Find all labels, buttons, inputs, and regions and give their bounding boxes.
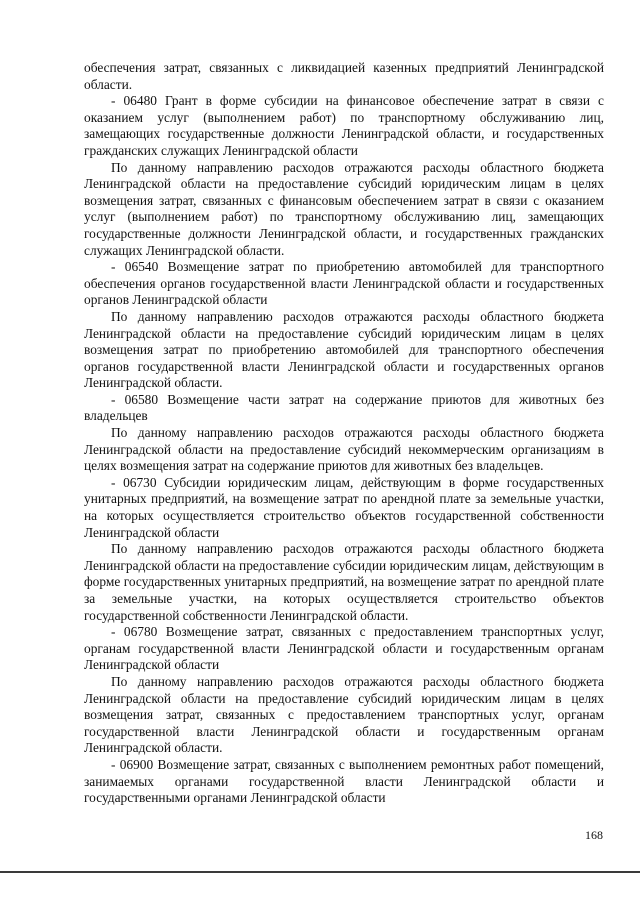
paragraph: - 06730 Субсидии юридическим лицам, действующим в форме государственных унитарных предприятий, на возмещение затрат по арендной плате за земельные участки, на которых осуществляется строительство объектов государственной собственности Ленинградской области	[84, 474, 604, 540]
document-body	[84, 60, 604, 807]
page-number: 168	[585, 828, 603, 842]
paragraph: - 06900 Возмещение затрат, связанных с выполнением ремонтных работ помещений, занимаемых органами государственной власти Ленинградской области и государственными органами Ленинградской области	[84, 756, 604, 806]
paragraph: - 06780 Возмещение затрат, связанных с предоставлением транспортных услуг, органам государственной власти Ленинградской области и государственным органам Ленинградской области	[84, 624, 604, 673]
paragraph: По данному направлению расходов отражаются расходы областного бюджета Ленинградской области на предоставление субсидии юридическим лицам, действующим в форме государственных унитарных предприятий, на возмещение затрат по арендной плате за земельные участки, на которых осуществляется строительство объектов государственной собственности Ленинградской области.	[84, 541, 604, 623]
paragraph: - 06580 Возмещение части затрат на содержание приютов для животных без владельцев	[84, 391, 604, 424]
paragraph: По данному направлению расходов отражаются расходы областного бюджета Ленинградской области на предоставление субсидий юридическим лицам в целях возмещения затрат по приобретению автомобилей для транспортного обеспечения органов государственной власти Ленинградской области и государственных органов Ленинградской области.	[84, 308, 604, 391]
paragraph: - 06540 Возмещение затрат по приобретению автомобилей для транспортного обеспечения органов государственной власти Ленинградской области и государственных органов Ленинградской области	[84, 259, 604, 308]
scan-edge-divider	[0, 871, 640, 873]
paragraph: По данному направлению расходов отражаются расходы областного бюджета Ленинградской области на предоставление субсидий некоммерческим организациям в целях возмещения затрат на содержание приютов для животных без владельцев.	[84, 425, 604, 474]
paragraph: обеспечения затрат, связанных с ликвидацией казенных предприятий Ленинградской области.	[84, 60, 604, 92]
paragraph: По данному направлению расходов отражаются расходы областного бюджета Ленинградской области на предоставление субсидий юридическим лицам в целях возмещения затрат, связанных с предоставлением транспортных услуг, органам государственной власти Ленинградской области и государственным органам Ленинградской области.	[84, 673, 604, 756]
paragraph: По данному направлению расходов отражаются расходы областного бюджета Ленинградской области на предоставление субсидий юридическим лицам в целях возмещения затрат, связанных с финансовым обеспечением затрат в связи с оказанием услуг (выполнением работ) по транспортному обслуживанию лиц, замещающих государственные должности Ленинградской области, и государственных гражданских служащих Ленинградской области.	[84, 159, 604, 258]
paragraph: - 06480 Грант в форме субсидии на финансовое обеспечение затрат в связи с оказанием услуг (выполнением работ) по транспортному обслуживанию лиц, замещающих государственные должности Ленинградской области, и государственных гражданских служащих Ленинградской области	[84, 93, 604, 158]
